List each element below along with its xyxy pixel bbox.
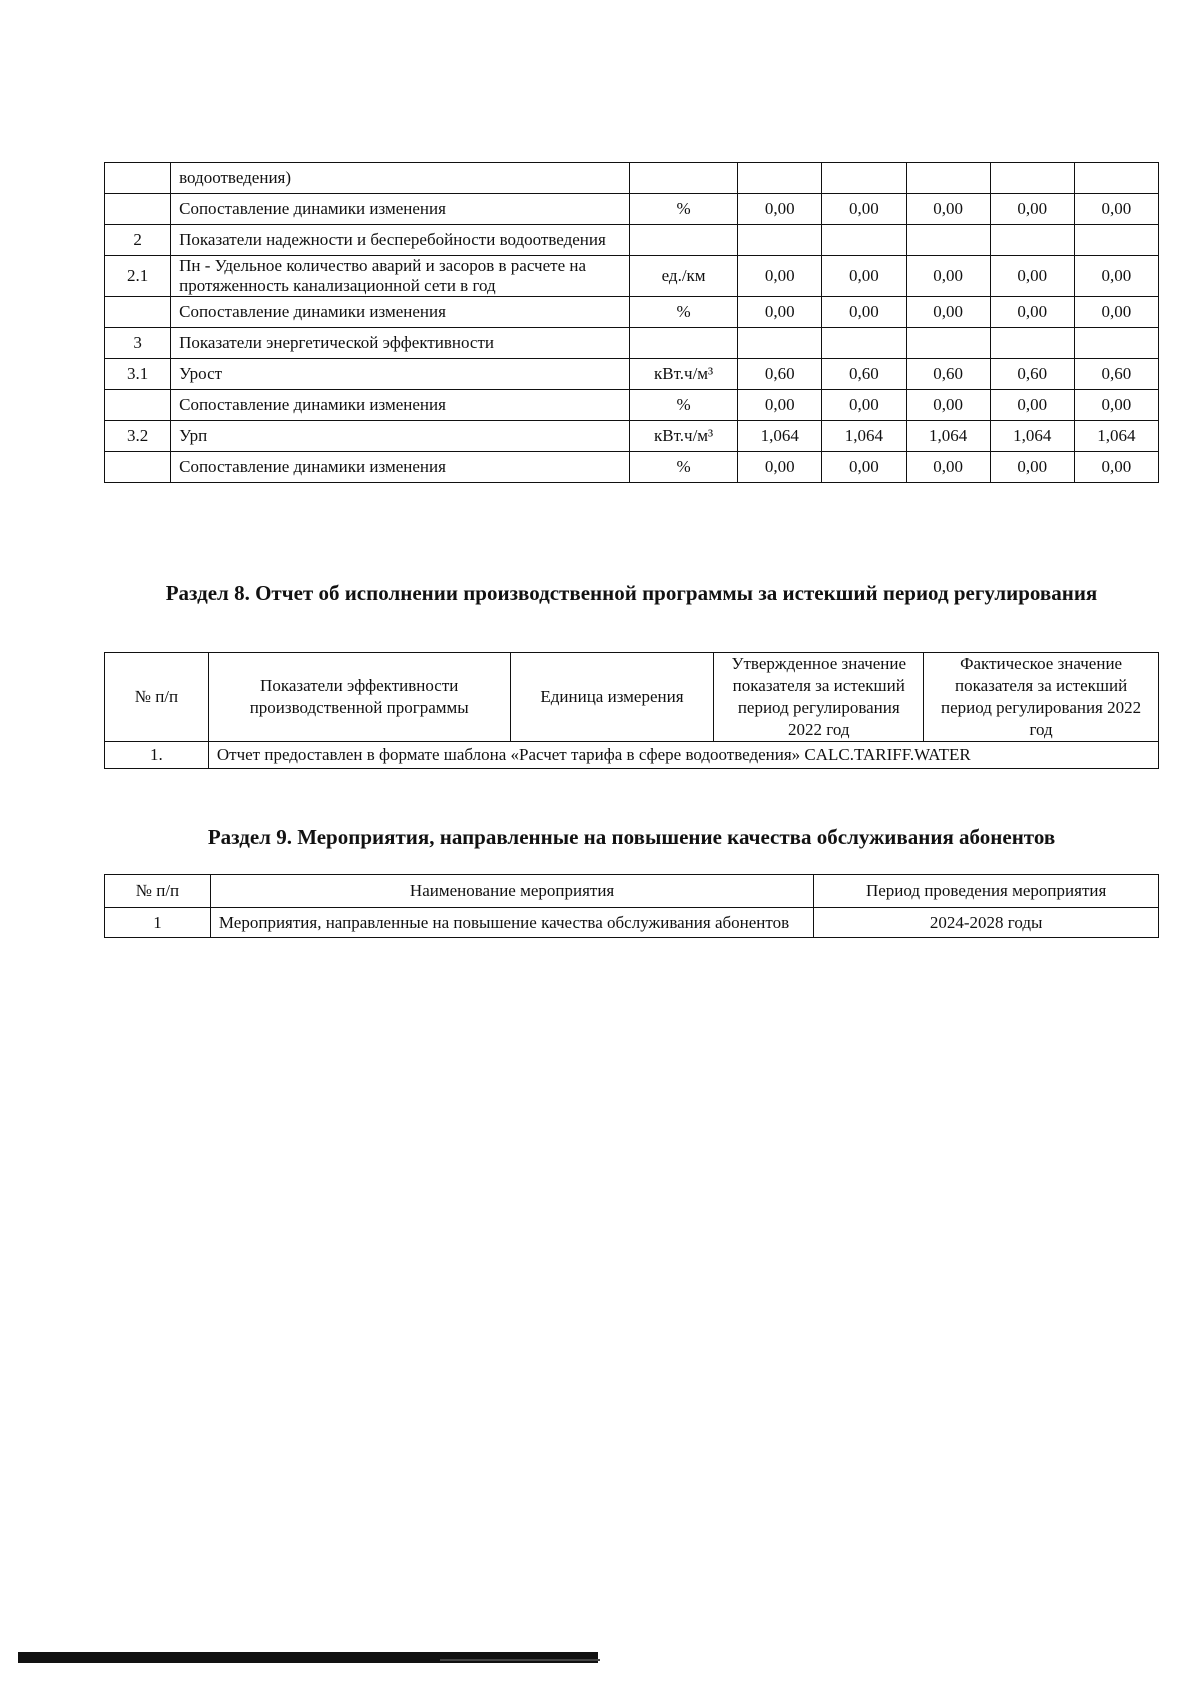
indicator-value: 0,00 [822, 194, 906, 225]
section-9-title: Раздел 9. Мероприятия, направленные на повышение качества обслуживания абонентов [207, 825, 1056, 849]
indicator-row [105, 328, 1159, 359]
indicator-num: 3 [105, 328, 171, 359]
indicator-value [906, 163, 990, 194]
indicator-value: 0,00 [738, 256, 822, 297]
report-row [105, 742, 1159, 769]
indicator-value: 1,064 [990, 421, 1074, 452]
indicator-value: 0,00 [1074, 452, 1158, 483]
indicator-value: 0,00 [822, 256, 906, 297]
indicator-value: 0,00 [906, 194, 990, 225]
indicator-value: 0,00 [738, 194, 822, 225]
report-header-indicators: Показатели эффективности производственной программы [208, 653, 510, 742]
report-table [104, 652, 1159, 769]
footer-line [440, 1659, 600, 1661]
events-header-row [105, 875, 1159, 908]
indicator-name: Сопоставление динамики изменения [171, 390, 630, 421]
indicator-value: 0,00 [906, 390, 990, 421]
indicator-value: 1,064 [906, 421, 990, 452]
indicator-value: 0,60 [738, 359, 822, 390]
indicator-unit: кВт.ч/м³ [629, 421, 737, 452]
footer-bar [18, 1652, 598, 1663]
indicator-value: 0,00 [1074, 194, 1158, 225]
events-table [104, 874, 1159, 938]
indicator-name: Сопоставление динамики изменения [171, 452, 630, 483]
indicator-value: 0,00 [822, 390, 906, 421]
indicator-unit: ед./км [629, 256, 737, 297]
indicator-row [105, 297, 1159, 328]
indicator-value: 0,00 [738, 452, 822, 483]
indicator-value: 0,00 [1074, 390, 1158, 421]
events-header-name: Наименование мероприятия [210, 875, 813, 908]
indicator-value [822, 225, 906, 256]
events-header-period: Период проведения мероприятия [814, 875, 1159, 908]
indicator-value [990, 328, 1074, 359]
indicator-name: Сопоставление динамики изменения [171, 297, 630, 328]
indicator-value: 0,00 [822, 297, 906, 328]
indicator-value [738, 163, 822, 194]
indicator-value [1074, 328, 1158, 359]
indicator-unit: % [629, 452, 737, 483]
indicator-num [105, 452, 171, 483]
indicator-unit [629, 225, 737, 256]
indicator-name: Сопоставление динамики изменения [171, 194, 630, 225]
indicator-value [1074, 163, 1158, 194]
indicator-name: Пн - Удельное количество аварий и засоров в расчете на протяженность канализационной сети в год [171, 256, 630, 297]
indicator-unit: % [629, 390, 737, 421]
indicator-value: 0,00 [822, 452, 906, 483]
indicator-row [105, 225, 1159, 256]
indicator-value [1074, 225, 1158, 256]
indicator-value [822, 328, 906, 359]
indicator-value: 0,00 [906, 256, 990, 297]
section-8-title: Раздел 8. Отчет об исполнении производственной программы за истекший период регулирования [165, 581, 1098, 605]
indicator-value [738, 328, 822, 359]
indicator-row [105, 452, 1159, 483]
report-row-num: 1. [105, 742, 209, 769]
indicator-name: Урост [171, 359, 630, 390]
indicator-row [105, 256, 1159, 297]
indicator-value [990, 163, 1074, 194]
indicator-value: 0,60 [822, 359, 906, 390]
indicator-row [105, 194, 1159, 225]
report-header-unit: Единица измерения [510, 653, 714, 742]
indicator-row [105, 390, 1159, 421]
indicator-value: 0,00 [990, 297, 1074, 328]
indicator-value [906, 328, 990, 359]
indicator-value: 0,60 [990, 359, 1074, 390]
report-header-num: № п/п [105, 653, 209, 742]
indicator-unit [629, 163, 737, 194]
indicator-value: 0,00 [906, 297, 990, 328]
events-row-name: Мероприятия, направленные на повышение качества обслуживания абонентов [210, 908, 813, 938]
indicators-table [104, 162, 1159, 483]
indicator-num: 3.2 [105, 421, 171, 452]
indicator-value: 0,60 [1074, 359, 1158, 390]
indicator-unit: % [629, 297, 737, 328]
indicator-value [822, 163, 906, 194]
indicator-value: 0,60 [906, 359, 990, 390]
indicator-value: 0,00 [990, 452, 1074, 483]
indicator-value: 1,064 [738, 421, 822, 452]
indicator-value: 0,00 [990, 194, 1074, 225]
events-header-num: № п/п [105, 875, 211, 908]
report-header-row [105, 653, 1159, 742]
indicator-value: 0,00 [738, 297, 822, 328]
indicator-unit [629, 328, 737, 359]
indicator-value [738, 225, 822, 256]
indicator-row [105, 163, 1159, 194]
events-row-period: 2024-2028 годы [814, 908, 1159, 938]
indicator-value [906, 225, 990, 256]
indicator-value: 0,00 [1074, 297, 1158, 328]
indicator-num [105, 163, 171, 194]
indicator-value: 0,00 [1074, 256, 1158, 297]
indicator-value: 0,00 [738, 390, 822, 421]
report-header-approved: Утвержденное значение показателя за истекший период регулирования 2022 год [714, 653, 924, 742]
indicator-num [105, 194, 171, 225]
indicator-num: 2 [105, 225, 171, 256]
indicator-value: 0,00 [990, 390, 1074, 421]
indicator-num: 2.1 [105, 256, 171, 297]
events-row [105, 908, 1159, 938]
indicator-unit: % [629, 194, 737, 225]
indicator-value: 1,064 [1074, 421, 1158, 452]
indicator-value: 0,00 [906, 452, 990, 483]
indicator-value: 0,00 [990, 256, 1074, 297]
indicator-unit: кВт.ч/м³ [629, 359, 737, 390]
report-row-text: Отчет предоставлен в формате шаблона «Расчет тарифа в сфере водоотведения» CALC.TARIFF.WATER [208, 742, 1158, 769]
indicator-name: водоотведения) [171, 163, 630, 194]
indicator-name: Урп [171, 421, 630, 452]
indicator-row [105, 359, 1159, 390]
report-header-actual: Фактическое значение показателя за истекший период регулирования 2022 год [924, 653, 1159, 742]
indicator-num [105, 390, 171, 421]
indicator-num [105, 297, 171, 328]
indicator-value [990, 225, 1074, 256]
indicator-name: Показатели энергетической эффективности [171, 328, 630, 359]
indicator-name: Показатели надежности и бесперебойности водоотведения [171, 225, 630, 256]
indicators-table-body [105, 163, 1159, 483]
indicator-row [105, 421, 1159, 452]
indicator-value: 1,064 [822, 421, 906, 452]
indicator-num: 3.1 [105, 359, 171, 390]
events-row-num: 1 [105, 908, 211, 938]
